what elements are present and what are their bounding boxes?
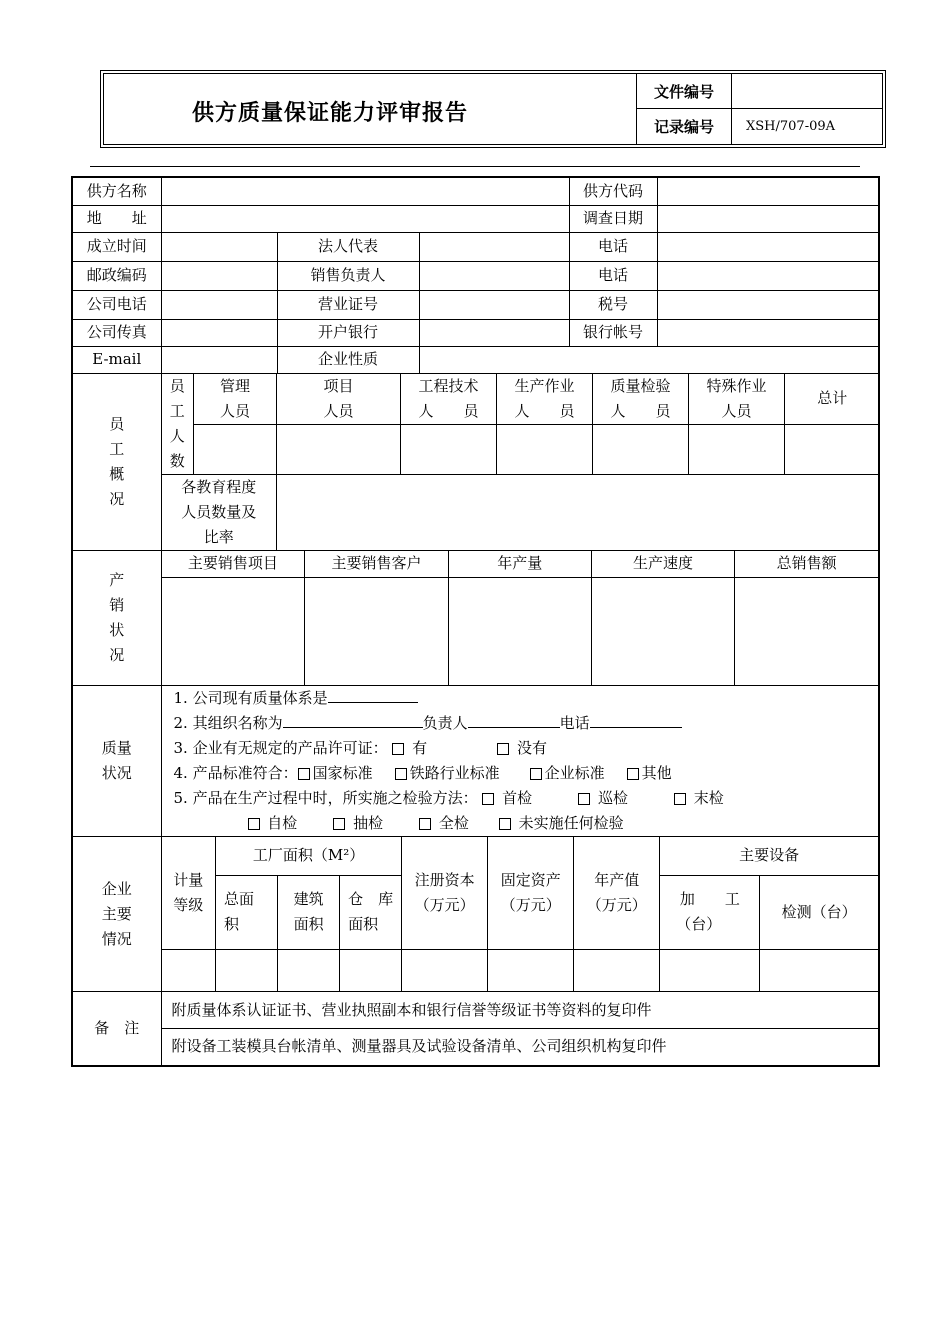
col-special-l1: 特殊作业	[706, 376, 767, 395]
header-rule	[90, 166, 860, 167]
area-total-label	[216, 875, 278, 949]
sales-col-total: 总销售额	[735, 551, 878, 577]
sales-head-label: 销售负责人	[277, 261, 419, 290]
testing-field[interactable]	[760, 949, 878, 991]
quality-content	[161, 686, 879, 837]
metering-l1: 计量	[173, 870, 204, 889]
doc-info-box	[636, 74, 883, 144]
insp-none-checkbox[interactable]	[499, 818, 511, 830]
email-field[interactable]	[161, 346, 277, 373]
std-national-checkbox[interactable]	[298, 768, 310, 780]
sales-col-annual-output: 年产量	[448, 551, 591, 577]
std-other-label: 其他	[641, 764, 672, 782]
col-project-l1: 项目	[323, 376, 354, 395]
col-management	[194, 374, 277, 425]
supplier-name-label: 供方名称	[72, 177, 161, 205]
quality-l1-text: 1. 公司现有质量体系是	[173, 689, 328, 707]
business-license-label: 营业证号	[277, 290, 419, 319]
quality-l4-text: 4. 产品标准符合：	[173, 764, 298, 782]
staff-count-label	[162, 374, 194, 475]
output-value-l2: （万元）	[586, 895, 647, 914]
output-value-label	[574, 837, 660, 949]
remarks-label: 备 注	[72, 992, 161, 1066]
insp-first-checkbox[interactable]	[482, 793, 494, 805]
survey-date-field[interactable]	[657, 205, 879, 232]
staff-table	[162, 374, 880, 551]
sales-total-field[interactable]	[735, 577, 878, 685]
area-warehouse-label	[340, 875, 402, 949]
quality-line-3	[168, 736, 879, 761]
education-l1: 各教育程度	[181, 477, 257, 496]
col-project-l2: 人员	[323, 401, 354, 420]
staff-count-2: 工	[169, 401, 185, 420]
company-fax-field[interactable]	[161, 319, 277, 346]
legal-rep-label: 法人代表	[277, 232, 419, 261]
fixed-assets-l2: （万元）	[500, 895, 561, 914]
license-yes-checkbox[interactable]	[392, 743, 404, 755]
quality-label-2: 状况	[101, 764, 132, 782]
area-total-l1: 总面	[224, 890, 255, 908]
license-no-label: 没有	[516, 739, 547, 757]
insp-sample-label: 抽检	[353, 814, 384, 832]
postcode-label: 邮政编码	[72, 261, 161, 290]
quality-system-blank[interactable]	[328, 686, 418, 703]
established-field[interactable]	[161, 232, 277, 261]
metering-l2: 等级	[173, 895, 204, 914]
quality-l2c-text: 电话	[559, 714, 590, 732]
enterprise-label-1: 企业	[101, 879, 132, 898]
processing-l1: 加 工	[679, 890, 740, 908]
area-building-l1: 建筑	[293, 890, 324, 908]
processing-l2: （台）	[676, 915, 722, 933]
col-production	[497, 374, 593, 425]
col-project	[277, 374, 401, 425]
sales-output-field[interactable]	[448, 577, 591, 685]
std-national-label: 国家标准	[312, 764, 373, 782]
area-building-label	[278, 875, 340, 949]
quality-l5-text: 5. 产品在生产过程中时，所实施之检验方法：	[173, 789, 478, 807]
area-warehouse-l2: 面积	[348, 915, 379, 933]
survey-date-label: 调查日期	[569, 205, 657, 232]
count-qc[interactable]	[593, 424, 689, 474]
insp-full-label: 全检	[438, 814, 469, 832]
quality-section-label	[72, 686, 161, 837]
staff-label-1: 员	[109, 414, 125, 433]
col-management-l1: 管理	[219, 376, 250, 395]
sales-table	[162, 551, 879, 685]
bank-account-field[interactable]	[657, 319, 879, 346]
insp-sample-checkbox[interactable]	[333, 818, 345, 830]
responsible-blank[interactable]	[468, 711, 560, 728]
postcode-field[interactable]	[161, 261, 277, 290]
address-field[interactable]	[161, 205, 569, 232]
insp-patrol-checkbox[interactable]	[578, 793, 590, 805]
quality-label-1: 质量	[101, 739, 132, 757]
staff-section-label	[72, 373, 161, 551]
sales-col-customers: 主要销售客户	[305, 551, 448, 577]
area-warehouse-l1: 仓 库	[348, 890, 394, 908]
std-railway-label: 铁路行业标准	[409, 764, 500, 782]
area-building-field[interactable]	[278, 949, 340, 991]
tax-no-field[interactable]	[657, 290, 879, 319]
area-total-l2: 积	[224, 915, 240, 933]
equipment-title: 主要设备	[660, 837, 878, 875]
legal-rep-field[interactable]	[419, 232, 569, 261]
std-enterprise-checkbox[interactable]	[530, 768, 542, 780]
col-production-l1: 生产作业	[514, 376, 575, 395]
staff-grid	[161, 373, 879, 551]
sales-speed-field[interactable]	[591, 577, 734, 685]
count-engineering[interactable]	[401, 424, 497, 474]
education-field[interactable]	[277, 474, 880, 550]
count-management[interactable]	[194, 424, 277, 474]
reg-capital-field[interactable]	[402, 949, 488, 991]
col-engineering-l2: 人 员	[418, 401, 479, 420]
insp-self-label: 自检	[267, 814, 298, 832]
quality-l2a-text: 2. 其组织名称为	[173, 714, 283, 732]
std-other-checkbox[interactable]	[627, 768, 639, 780]
supplier-code-field[interactable]	[657, 177, 879, 205]
record-no-value: XSH/707-09A	[746, 119, 836, 134]
reg-capital-l2: （万元）	[414, 895, 475, 914]
col-production-l2: 人 员	[514, 401, 575, 420]
education-label	[162, 474, 277, 550]
staff-label-2: 工	[109, 439, 125, 458]
col-total: 总计	[785, 374, 880, 425]
phone-blank[interactable]	[590, 711, 682, 728]
count-total[interactable]	[785, 424, 880, 474]
staff-count-1: 员	[169, 376, 185, 395]
enterprise-table	[162, 837, 879, 991]
nature-field[interactable]	[419, 346, 879, 373]
company-fax-label: 公司传真	[72, 319, 161, 346]
education-l2: 人员数量及	[181, 502, 257, 521]
std-enterprise-label: 企业标准	[544, 764, 605, 782]
remarks-line-2: 附设备工装模具台帐清单、测量器具及试验设备清单、公司组织机构复印件	[161, 1029, 879, 1066]
quality-line-5	[168, 786, 879, 811]
doc-no-row	[637, 74, 883, 109]
doc-no-value	[732, 74, 883, 108]
quality-line-1	[168, 686, 879, 711]
fixed-assets-l1: 固定资产	[500, 870, 561, 889]
sales-col-speed: 生产速度	[591, 551, 734, 577]
insp-final-checkbox[interactable]	[674, 793, 686, 805]
area-building-l2: 面积	[293, 915, 324, 933]
remarks-line-1: 附质量体系认证证书、营业执照副本和银行信誉等级证书等资料的复印件	[161, 992, 879, 1029]
col-qc-l1: 质量检验	[610, 376, 671, 395]
nature-label: 企业性质	[277, 346, 419, 373]
staff-label-3: 概	[109, 464, 125, 483]
fixed-assets-label	[488, 837, 574, 949]
fixed-assets-field[interactable]	[488, 949, 574, 991]
area-warehouse-field[interactable]	[340, 949, 402, 991]
record-no-row	[637, 109, 883, 144]
insp-self-checkbox[interactable]	[248, 818, 260, 830]
quality-l3-text: 3. 企业有无规定的产品许可证：	[173, 739, 388, 757]
insp-first-label: 首检	[502, 789, 533, 807]
company-phone-field[interactable]	[161, 290, 277, 319]
area-total-field[interactable]	[216, 949, 278, 991]
col-qc	[593, 374, 689, 425]
metering-level-label	[162, 837, 216, 949]
output-value-l1: 年产值	[594, 870, 640, 889]
col-management-l2: 人员	[219, 401, 250, 420]
staff-count-4: 数	[169, 451, 185, 470]
tax-no-label: 税号	[569, 290, 657, 319]
sales-head-field[interactable]	[419, 261, 569, 290]
license-no-checkbox[interactable]	[497, 743, 509, 755]
phone2-field[interactable]	[657, 261, 879, 290]
insp-full-checkbox[interactable]	[419, 818, 431, 830]
count-production[interactable]	[497, 424, 593, 474]
license-yes-label: 有	[412, 739, 428, 757]
col-qc-l2: 人 员	[610, 401, 671, 420]
reg-capital-label	[402, 837, 488, 949]
col-special-l2: 人员	[721, 401, 752, 420]
std-railway-checkbox[interactable]	[395, 768, 407, 780]
factory-area-title: 工厂面积（M²）	[216, 837, 402, 875]
enterprise-section-label	[72, 837, 161, 992]
insp-patrol-label: 巡检	[597, 789, 628, 807]
sales-grid	[161, 551, 879, 686]
supplier-name-field[interactable]	[161, 177, 569, 205]
col-special	[689, 374, 785, 425]
business-license-field[interactable]	[419, 290, 569, 319]
sales-label-2: 销	[109, 596, 125, 614]
count-special[interactable]	[689, 424, 785, 474]
staff-label-4: 况	[109, 489, 125, 508]
insp-none-label: 未实施任何检验	[518, 814, 624, 832]
record-no-label: 记录编号	[637, 109, 732, 144]
sales-label-3: 状	[109, 621, 125, 639]
count-project[interactable]	[277, 424, 401, 474]
address-label: 地 址	[72, 205, 161, 232]
processing-label	[660, 875, 760, 949]
page-title: 供方质量保证能力评审报告	[192, 101, 469, 126]
education-l3: 比率	[203, 527, 234, 546]
output-value-field[interactable]	[574, 949, 660, 991]
reg-capital-l1: 注册资本	[414, 870, 475, 889]
processing-field[interactable]	[660, 949, 760, 991]
assessment-form	[71, 176, 880, 1067]
enterprise-grid	[161, 837, 879, 992]
quality-line-4	[168, 761, 879, 786]
email-label: E-mail	[72, 346, 161, 373]
org-name-blank[interactable]	[283, 711, 423, 728]
quality-line-2	[168, 711, 879, 736]
established-label: 成立时间	[72, 232, 161, 261]
sales-section-label	[72, 551, 161, 686]
staff-count-3: 人	[169, 426, 185, 445]
company-phone-label: 公司电话	[72, 290, 161, 319]
sales-customers-field[interactable]	[305, 577, 448, 685]
sales-label-4: 况	[109, 646, 125, 664]
bank-account-label: 银行帐号	[569, 319, 657, 346]
sales-col-items: 主要销售项目	[162, 551, 305, 577]
sales-items-field[interactable]	[162, 577, 305, 685]
document-header	[100, 70, 886, 148]
enterprise-label-3: 情况	[101, 929, 132, 948]
quality-l2b-text: 负责人	[422, 714, 468, 732]
enterprise-label-2: 主要	[101, 904, 132, 923]
metering-field[interactable]	[162, 949, 216, 991]
col-engineering-l1: 工程技术	[418, 376, 479, 395]
phone2-label: 电话	[569, 261, 657, 290]
phone1-field[interactable]	[657, 232, 879, 261]
quality-line-6	[168, 811, 879, 836]
testing-label: 检测（台）	[760, 875, 878, 949]
doc-no-label: 文件编号	[637, 74, 732, 108]
col-engineering	[401, 374, 497, 425]
bank-label: 开户银行	[277, 319, 419, 346]
insp-final-label: 末检	[693, 789, 724, 807]
phone1-label: 电话	[569, 232, 657, 261]
sales-label-1: 产	[109, 571, 125, 589]
bank-field[interactable]	[419, 319, 569, 346]
supplier-code-label: 供方代码	[569, 177, 657, 205]
